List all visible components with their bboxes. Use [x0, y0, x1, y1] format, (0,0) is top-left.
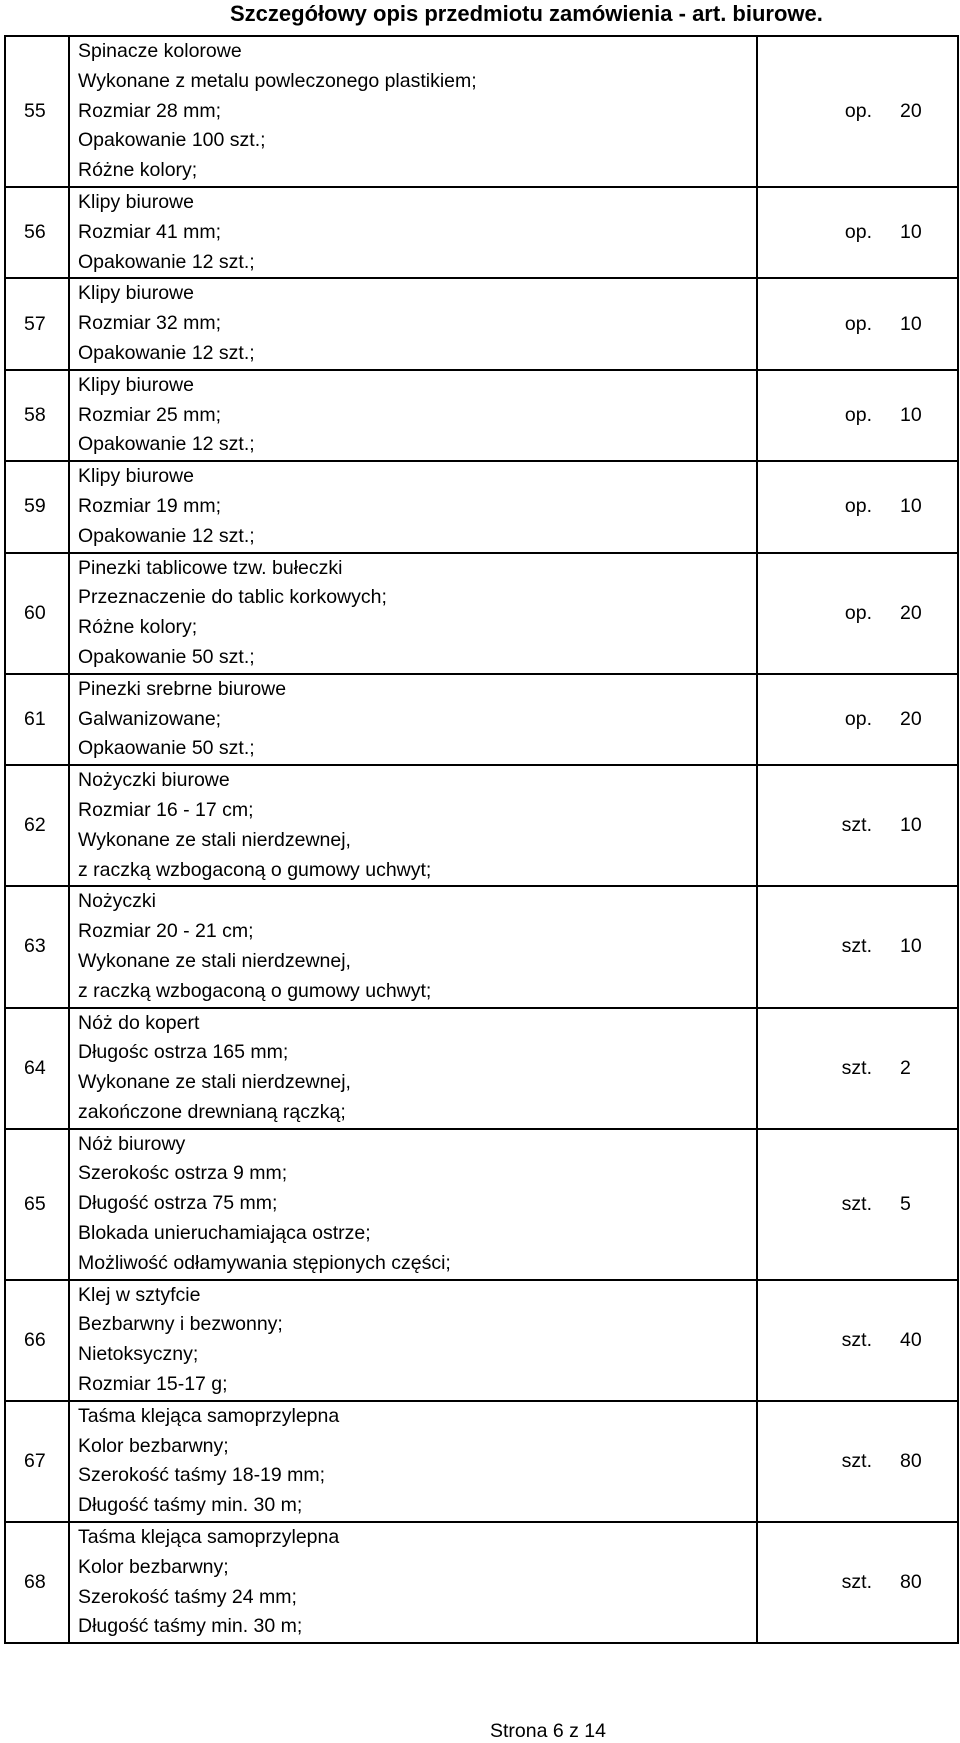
item-unit: op.: [757, 187, 872, 278]
table-row: [5, 1522, 958, 1643]
item-unit: op.: [757, 674, 872, 765]
item-number: 55: [5, 36, 69, 187]
description-line: Opakowanie 12 szt.;: [78, 341, 255, 364]
description-line: Różne kolory;: [78, 159, 198, 182]
specification-table-body: [5, 36, 958, 1643]
description-line: Klipy biurowe: [78, 465, 194, 488]
description-line: Blokada unieruchamiająca ostrze;: [78, 1222, 371, 1245]
item-quantity: 10: [872, 370, 958, 461]
description-line: Nożyczki: [78, 890, 157, 913]
item-quantity: 80: [872, 1522, 958, 1643]
table-row: [5, 1401, 958, 1522]
item-number: 61: [5, 674, 69, 765]
item-quantity: 10: [872, 278, 958, 369]
description-line: Wykonane ze stali nierdzewnej,: [78, 1071, 351, 1094]
item-unit: szt.: [757, 1401, 872, 1522]
item-number: 63: [5, 886, 69, 1007]
description-line: Długość ostrza 75 mm;: [78, 1192, 278, 1215]
table-row: [5, 765, 958, 886]
table-row: [5, 370, 958, 461]
description-line: Rozmiar 20 - 21 cm;: [78, 920, 254, 943]
description-line: Rozmiar 28 mm;: [78, 99, 222, 122]
description-line: Opakowanie 12 szt.;: [78, 524, 255, 547]
table-row: [5, 674, 958, 765]
item-quantity: 2: [872, 1008, 958, 1129]
item-description: [69, 1401, 757, 1522]
item-number: 59: [5, 461, 69, 552]
item-number: 64: [5, 1008, 69, 1129]
description-line: Opakowanie 50 szt.;: [78, 645, 255, 668]
item-number: 62: [5, 765, 69, 886]
description-line: Szerokość taśmy 24 mm;: [78, 1585, 297, 1608]
description-line: Pinezki srebrne biurowe: [78, 677, 287, 700]
item-quantity: 20: [872, 36, 958, 187]
description-line: Wykonane ze stali nierdzewnej,: [78, 828, 351, 851]
description-line: Kolor bezbarwny;: [78, 1555, 229, 1578]
item-description: [69, 553, 757, 674]
item-unit: op.: [757, 370, 872, 461]
item-number: 58: [5, 370, 69, 461]
description-line: Nożyczki biurowe: [78, 769, 230, 792]
item-quantity: 10: [872, 886, 958, 1007]
table-row: [5, 1129, 958, 1280]
description-line: Różne kolory;: [78, 616, 198, 639]
item-unit: szt.: [757, 886, 872, 1007]
page-title: Szczegółowy opis przedmiotu zamówienia - art. biurowe.: [230, 1, 823, 26]
description-line: Rozmiar 25 mm;: [78, 403, 222, 426]
description-line: Opakowanie 12 szt.;: [78, 433, 255, 456]
item-quantity: 10: [872, 461, 958, 552]
item-unit: op.: [757, 461, 872, 552]
item-quantity: 10: [872, 765, 958, 886]
table-row: [5, 278, 958, 369]
description-line: Opakowanie 12 szt.;: [78, 250, 255, 273]
item-quantity: 80: [872, 1401, 958, 1522]
item-description: [69, 461, 757, 552]
item-description: [69, 1129, 757, 1280]
item-number: 60: [5, 553, 69, 674]
description-line: Taśma klejąca samoprzylepna: [78, 1404, 340, 1427]
item-unit: szt.: [757, 1522, 872, 1643]
item-number: 67: [5, 1401, 69, 1522]
description-line: Bezbarwny i bezwonny;: [78, 1313, 283, 1336]
description-line: Rozmiar 41 mm;: [78, 220, 222, 243]
item-description: [69, 1522, 757, 1643]
description-line: z raczką wzbogaconą o gumowy uchwyt;: [78, 979, 432, 1002]
description-line: Klej w sztyfcie: [78, 1283, 201, 1306]
description-line: Nóż do kopert: [78, 1011, 200, 1034]
description-line: Taśma klejąca samoprzylepna: [78, 1526, 340, 1549]
description-line: Nietoksyczny;: [78, 1343, 199, 1366]
item-unit: szt.: [757, 765, 872, 886]
description-line: Długośc ostrza 165 mm;: [78, 1041, 289, 1064]
page-number: Strona 6 z 14: [490, 1720, 606, 1742]
table-row: [5, 36, 958, 187]
description-line: Klipy biurowe: [78, 373, 194, 396]
description-line: Klipy biurowe: [78, 190, 194, 213]
item-description: [69, 1008, 757, 1129]
description-line: Klipy biurowe: [78, 282, 194, 305]
item-description: [69, 674, 757, 765]
description-line: Rozmiar 16 - 17 cm;: [78, 798, 254, 821]
description-line: zakończone drewnianą rączką;: [78, 1100, 346, 1123]
item-description: [69, 1280, 757, 1401]
description-line: Kolor bezbarwny;: [78, 1434, 229, 1457]
item-unit: op.: [757, 553, 872, 674]
description-line: Długość taśmy min. 30 m;: [78, 1494, 303, 1517]
table-row: [5, 187, 958, 278]
description-line: z raczką wzbogaconą o gumowy uchwyt;: [78, 858, 432, 881]
item-description: [69, 278, 757, 369]
item-quantity: 5: [872, 1129, 958, 1280]
item-description: [69, 370, 757, 461]
description-line: Opkaowanie 50 szt.;: [78, 737, 255, 760]
item-number: 57: [5, 278, 69, 369]
item-quantity: 40: [872, 1280, 958, 1401]
description-line: Przeznaczenie do tablic korkowych;: [78, 586, 387, 609]
description-line: Rozmiar 32 mm;: [78, 312, 222, 335]
item-number: 65: [5, 1129, 69, 1280]
item-quantity: 10: [872, 187, 958, 278]
description-line: Możliwość odłamywania stępionych części;: [78, 1251, 451, 1274]
item-description: [69, 765, 757, 886]
item-number: 66: [5, 1280, 69, 1401]
item-quantity: 20: [872, 674, 958, 765]
description-line: Szerokośc ostrza 9 mm;: [78, 1162, 288, 1185]
item-unit: szt.: [757, 1008, 872, 1129]
item-number: 68: [5, 1522, 69, 1643]
table-row: [5, 1008, 958, 1129]
item-description: [69, 36, 757, 187]
item-unit: szt.: [757, 1129, 872, 1280]
description-line: Szerokość taśmy 18-19 mm;: [78, 1464, 326, 1487]
description-line: Rozmiar 15-17 g;: [78, 1373, 228, 1396]
item-unit: op.: [757, 36, 872, 187]
description-line: Wykonane z metalu powleczonego plastikiem;: [78, 69, 477, 92]
item-unit: op.: [757, 278, 872, 369]
description-line: Wykonane ze stali nierdzewnej,: [78, 949, 351, 972]
item-description: [69, 187, 757, 278]
description-line: Nóż biurowy: [78, 1132, 186, 1155]
item-quantity: 20: [872, 553, 958, 674]
table-row: [5, 1280, 958, 1401]
item-description: [69, 886, 757, 1007]
item-unit: szt.: [757, 1280, 872, 1401]
table-row: [5, 461, 958, 552]
description-line: Rozmiar 19 mm;: [78, 494, 222, 517]
description-line: Spinacze kolorowe: [78, 40, 242, 62]
specification-table: [4, 35, 959, 1644]
description-line: Długość taśmy min. 30 m;: [78, 1615, 303, 1638]
table-row: [5, 553, 958, 674]
description-line: Pinezki tablicowe tzw. bułeczki: [78, 556, 343, 579]
description-line: Galwanizowane;: [78, 707, 222, 730]
item-number: 56: [5, 187, 69, 278]
description-line: Opakowanie 100 szt.;: [78, 129, 266, 152]
table-row: [5, 886, 958, 1007]
